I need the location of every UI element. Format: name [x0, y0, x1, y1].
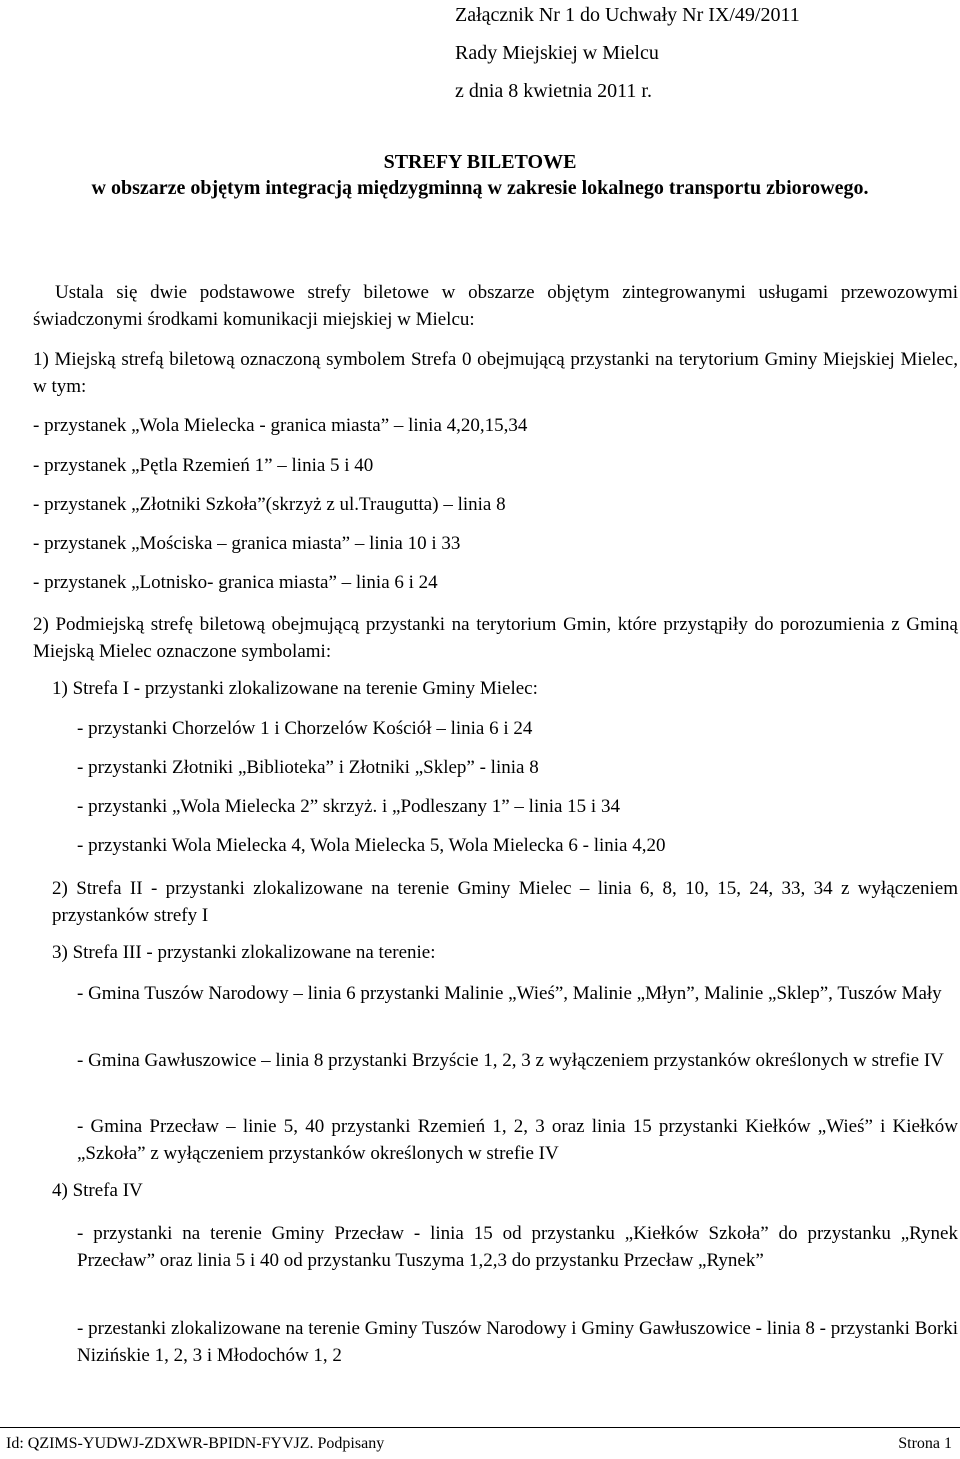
- strefa3-item: - Gmina Tuszów Narodowy – linia 6 przystanki Malinie „Wieś”, Malinie „Młyn”, Malinie „Sklep”, Tuszów Mały: [77, 983, 942, 1004]
- footer-divider: [0, 1427, 960, 1428]
- section2-text: 2) Podmiejską strefę biletową obejmującą przystanki na terytorium Gmin, które przystąpiły do porozumienia z Gminą Miejską Mielec oznaczone symbolami:: [33, 614, 958, 662]
- attachment-header-line1: Załącznik Nr 1 do Uchwały Nr IX/49/2011: [455, 4, 800, 26]
- strefa3-heading: 3) Strefa III - przystanki zlokalizowane na terenie:: [52, 942, 436, 963]
- strefa3-item: - Gmina Gawłuszowice – linia 8 przystanki Brzyście 1, 2, 3 z wyłączeniem przystanków określonych w strefie IV: [77, 1050, 944, 1071]
- document-subtitle: w obszarze objętym integracją międzygminną w zakresie lokalnego transportu zbiorowego.: [91, 177, 869, 199]
- section1-item: - przystanek „Złotniki Szkoła”(skrzyż z ul.Traugutta) – linia 8: [33, 494, 506, 515]
- attachment-header-line2: Rady Miejskiej w Mielcu: [455, 42, 659, 64]
- section1-text: 1) Miejską strefą biletową oznaczoną symbolem Strefa 0 obejmującą przystanki na terytorium Gminy Miejskiej Mielec, w tym:: [33, 349, 958, 397]
- strefa1-item: - przystanki „Wola Mielecka 2” skrzyż. i „Podleszany 1” – linia 15 i 34: [77, 796, 620, 817]
- section1-item: - przystanek „Mościska – granica miasta” – linia 10 i 33: [33, 533, 461, 554]
- strefa3-item: - Gmina Przecław – linie 5, 40 przystanki Rzemień 1, 2, 3 oraz linia 15 przystanki Kiełków „Wieś” i Kiełków „Szkoła” z wyłączeniem przystanków określonych w strefie IV: [77, 1116, 958, 1164]
- section1-item: - przystanek „Wola Mielecka - granica miasta” – linia 4,20,15,34: [33, 415, 528, 436]
- section1-item: - przystanek „Pętla Rzemień 1” – linia 5 i 40: [33, 455, 374, 476]
- strefa4-heading: 4) Strefa IV: [52, 1180, 143, 1201]
- strefa1-item: - przystanki Chorzelów 1 i Chorzelów Kościół – linia 6 i 24: [77, 718, 533, 739]
- document-title: STREFY BILETOWE: [383, 151, 577, 173]
- section1-item: - przystanek „Lotnisko- granica miasta” – linia 6 i 24: [33, 572, 438, 593]
- attachment-header-line3: z dnia 8 kwietnia 2011 r.: [455, 80, 652, 102]
- strefa4-item: - przestanki zlokalizowane na terenie Gminy Tuszów Narodowy i Gminy Gawłuszowice - linia 8 - przystanki Borki Nizińskie 1, 2, 3 i Młodochów 1, 2: [77, 1318, 958, 1366]
- strefa1-heading: 1) Strefa I - przystanki zlokalizowane na terenie Gminy Mielec:: [52, 678, 538, 699]
- footer-document-id: Id: QZIMS-YUDWJ-ZDXWR-BPIDN-FYVJZ. Podpisany: [6, 1435, 385, 1452]
- strefa2-text: 2) Strefa II - przystanki zlokalizowane na terenie Gminy Mielec – linia 6, 8, 10, 15, 24, 33, 34 z wyłączeniem przystanków strefy I: [52, 878, 958, 926]
- intro-paragraph: Ustala się dwie podstawowe strefy biletowe w obszarze objętym zintegrowanymi usługami przewozowymi świadczonymi środkami komunikacji miejskiej w Mielcu:: [33, 282, 958, 330]
- strefa1-item: - przystanki Wola Mielecka 4, Wola Mielecka 5, Wola Mielecka 6 - linia 4,20: [77, 835, 666, 856]
- strefa4-item: - przystanki na terenie Gminy Przecław - linia 15 od przystanku „Kiełków Szkoła” do przystanku „Rynek Przecław” oraz linia 5 i 40 od przystanku Tuszyma 1,2,3 do przystanku Przecław „Rynek”: [77, 1223, 958, 1271]
- footer-page-number: Strona 1: [898, 1435, 952, 1452]
- strefa1-item: - przystanki Złotniki „Biblioteka” i Złotniki „Sklep” - linia 8: [77, 757, 539, 778]
